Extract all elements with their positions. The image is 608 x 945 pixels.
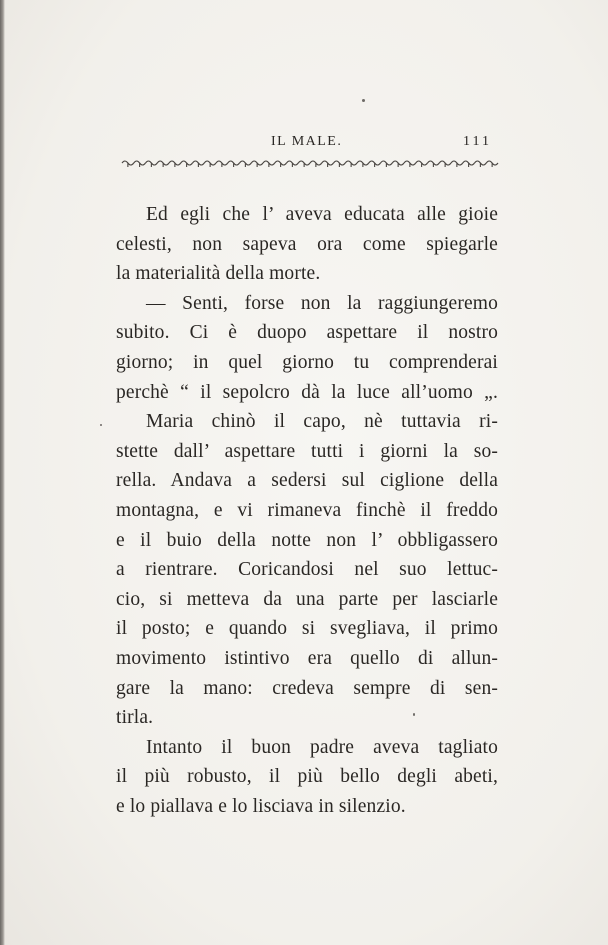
text-line: il più robusto, il più bello degli abeti, (116, 766, 498, 788)
ornament-flourish (181, 161, 193, 167)
text-line: montagna, e vi rimaneva finchè il freddo (116, 499, 498, 521)
paragraph (116, 407, 498, 733)
ornament-flourish (475, 161, 487, 167)
ornament-flourish (157, 161, 169, 167)
ornament-flourish (122, 161, 134, 167)
paragraph (116, 733, 498, 822)
ornament-flourish (428, 161, 440, 167)
binding-edge (0, 0, 5, 945)
text-line: gare la mano: credeva sempre di sen- (116, 677, 498, 699)
ornament-flourish (369, 161, 381, 167)
paragraph (116, 200, 498, 289)
ornament-flourish (463, 161, 475, 167)
text-line: la materialità della morte. (116, 263, 321, 285)
ornamental-rule (120, 158, 500, 172)
text-line: Maria chinò il capo, nè tuttavia ri- (146, 411, 498, 433)
text-line: Intanto il buon padre aveva tagliato (146, 736, 498, 758)
ornament-flourish (204, 161, 216, 167)
ornament-flourish (228, 161, 240, 167)
print-speck (100, 424, 102, 426)
ornament-flourish (287, 161, 299, 167)
text-line: stette dall’ aspettare tutti i giorni la so- (116, 440, 498, 462)
text-line: subito. Ci è duopo aspettare il nostro (116, 322, 498, 344)
ornament-flourish (345, 161, 357, 167)
ornament-flourish (451, 161, 463, 167)
page-number: 111 (463, 134, 492, 149)
text-line: a rientrare. Coricandosi nel suo lettuc- (116, 559, 498, 581)
ornament-flourish (134, 161, 146, 167)
ornament-flourish (439, 161, 451, 167)
text-line: rella. Andava a sedersi sul ciglione della (116, 470, 498, 492)
ornament-flourish (357, 161, 369, 167)
body-text (116, 200, 498, 821)
ornament-flourish (404, 161, 416, 167)
ornament-flourish (263, 161, 275, 167)
paragraph (116, 289, 498, 407)
ornament-flourish (298, 161, 310, 167)
ornament-flourish (240, 161, 252, 167)
ornament-flourish (416, 161, 428, 167)
text-line: tirla. (116, 707, 154, 729)
text-line: e lo piallava e lo lisciava in silenzio. (116, 795, 406, 817)
ornament-flourish (486, 161, 498, 167)
text-line: e il buio della notte non l’ obbligassero (116, 529, 498, 551)
page-header (116, 134, 490, 154)
text-line: cio, si metteva da una parte per lasciarle (116, 588, 498, 610)
text-line: il posto; e quando si svegliava, il primo (116, 618, 498, 640)
text-line: giorno; in quel giorno tu comprenderai (116, 351, 498, 373)
print-speck (362, 99, 365, 102)
text-line: perchè “ il sepolcro dà la luce all’uomo „. (116, 381, 498, 403)
ornament-flourish (310, 161, 322, 167)
text-line: Ed egli che l’ aveva educata alle gioie (146, 204, 498, 225)
ornament-flourish (275, 161, 287, 167)
ornament-flourish (216, 161, 228, 167)
text-line: — Senti, forse non la raggiungeremo (146, 292, 498, 314)
text-line: celesti, non sapeva ora come spiegarle (116, 233, 498, 255)
running-title: IL MALE. (271, 134, 343, 149)
ornament-flourish (381, 161, 393, 167)
ornament-flourish (251, 161, 263, 167)
ornament-flourish (146, 161, 158, 167)
ornament-flourish (392, 161, 404, 167)
ornament-flourish (169, 161, 181, 167)
ornament-flourish (193, 161, 205, 167)
ornament-flourish (322, 161, 334, 167)
text-line: movimento istintivo era quello di allun- (116, 647, 498, 669)
ornament-flourish (334, 161, 346, 167)
